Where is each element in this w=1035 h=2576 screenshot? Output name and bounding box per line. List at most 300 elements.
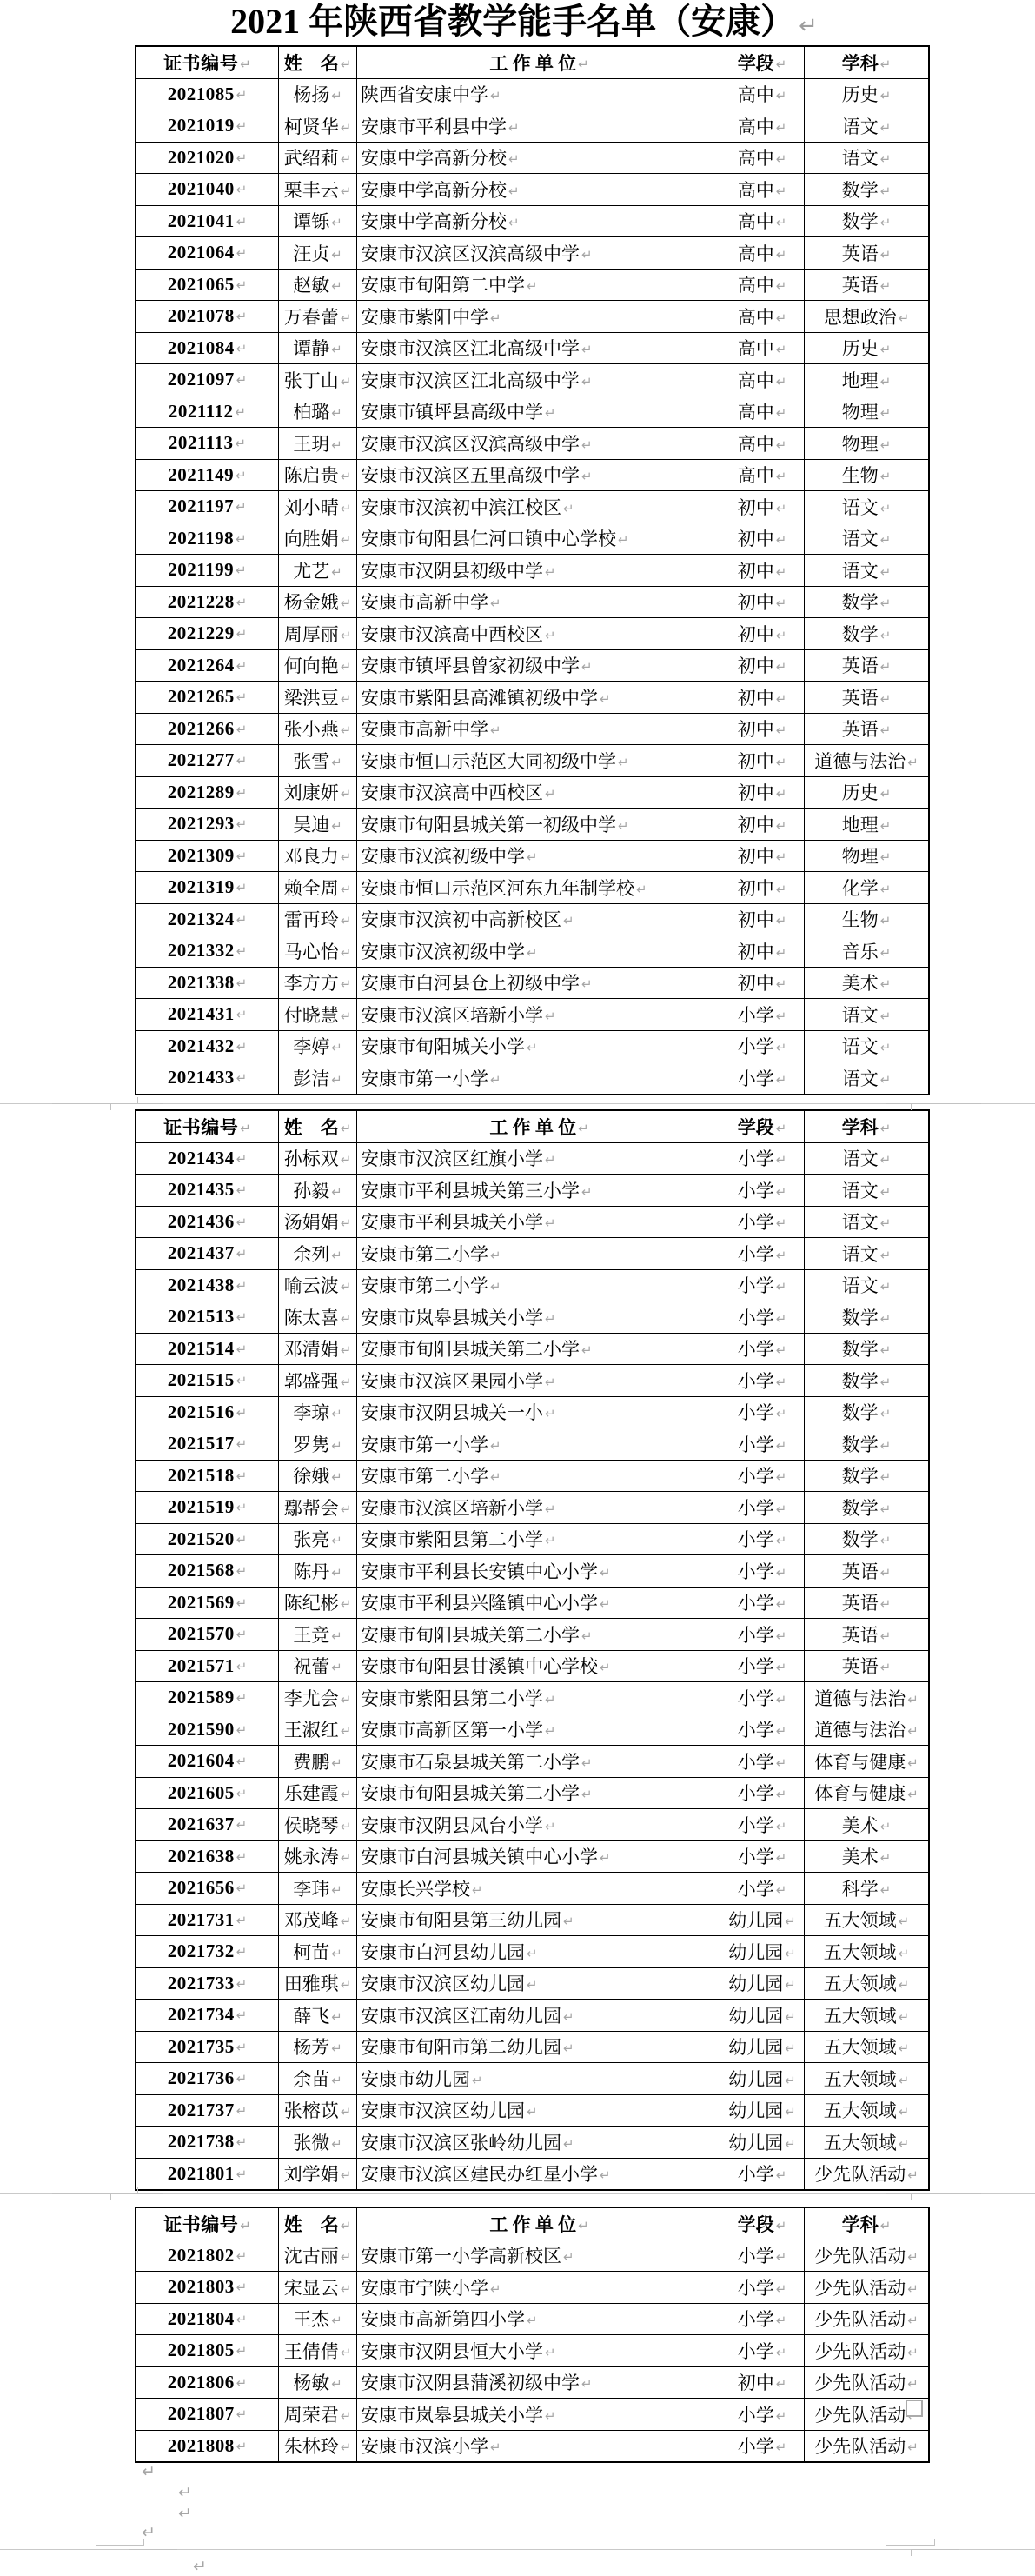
value-stage: 小学 — [737, 1036, 774, 1058]
value-subject: 数学 — [841, 1434, 879, 1455]
cell-work-unit — [357, 2063, 720, 2095]
cell-work-unit — [357, 2430, 720, 2462]
cell-subject — [805, 301, 930, 333]
value-stage: 初中 — [737, 782, 774, 804]
cell-end-mark: ↵ — [785, 1977, 796, 1994]
record-row — [136, 1619, 929, 1651]
cell-end-mark: ↵ — [236, 245, 248, 262]
cell-work-unit — [357, 1587, 720, 1619]
cell-subject — [805, 745, 930, 777]
cell-end-mark: ↵ — [879, 817, 892, 834]
value-subject: 语文 — [841, 560, 879, 582]
value-subject: 数学 — [841, 592, 879, 614]
roster-table-page-3 — [135, 2207, 930, 2463]
cell-end-mark: ↵ — [879, 405, 892, 422]
cell-cert-number — [136, 935, 279, 968]
value-subject: 五大领域 — [823, 2037, 897, 2059]
paragraph-mark: ↵ — [799, 13, 818, 39]
cell-subject — [805, 142, 930, 174]
cell-cert-number — [136, 2031, 279, 2063]
cell-end-mark: ↵ — [879, 1008, 892, 1024]
cell-end-mark: ↵ — [236, 1007, 248, 1023]
cell-work-unit — [357, 174, 720, 206]
cell-work-unit — [357, 2240, 720, 2272]
value-stage: 小学 — [737, 2309, 774, 2331]
value-cert-number: 2021801 — [167, 2162, 235, 2184]
value-work-unit: 安康市平利县城关第三小学 — [361, 1180, 580, 1201]
cell-end-mark: ↵ — [331, 1183, 342, 1200]
cell-subject — [805, 1365, 930, 1397]
value-name: 刘康妍 — [283, 782, 339, 804]
cell-end-mark: ↵ — [879, 1374, 892, 1390]
cell-stage — [720, 618, 805, 650]
value-work-unit: 安康市旬阳市第二幼儿园 — [361, 2037, 561, 2059]
cell-name — [279, 1062, 357, 1095]
roster-table-page-2 — [135, 1109, 930, 2191]
header-label-stage: 学段 — [737, 52, 774, 74]
value-subject: 数学 — [841, 179, 879, 201]
cell-end-mark: ↵ — [340, 1008, 352, 1024]
header-label-cert-number: 证书编号 — [163, 52, 239, 74]
cell-end-mark: ↵ — [581, 373, 593, 389]
cell-end-mark: ↵ — [775, 2313, 787, 2329]
cell-stage — [720, 1206, 805, 1238]
anchor-square — [906, 2400, 923, 2417]
cell-name — [279, 1365, 357, 1397]
cell-end-mark: ↵ — [235, 403, 247, 420]
cell-end-mark: ↵ — [563, 913, 574, 929]
cell-end-mark: ↵ — [236, 2406, 248, 2423]
cell-end-mark: ↵ — [331, 1564, 342, 1581]
cell-end-mark: ↵ — [879, 1342, 892, 1359]
cell-end-mark: ↵ — [563, 2008, 574, 2025]
cell-end-mark: ↵ — [775, 342, 787, 358]
cell-end-mark: ↵ — [907, 2376, 919, 2393]
cell-name — [279, 1904, 357, 1936]
cell-end-mark: ↵ — [775, 881, 787, 897]
cell-cert-number — [136, 1746, 279, 1778]
cell-end-mark: ↵ — [600, 1660, 611, 1676]
cell-end-mark: ↵ — [775, 1501, 787, 1517]
cell-stage — [720, 2272, 805, 2304]
value-name: 陈丹 — [293, 1561, 330, 1582]
record-row — [136, 2366, 929, 2399]
value-name: 雷再玲 — [283, 909, 339, 931]
cell-end-mark: ↵ — [331, 1533, 342, 1549]
record-row — [136, 555, 929, 587]
cell-work-unit — [357, 301, 720, 333]
cell-stage — [720, 78, 805, 110]
cell-name — [279, 999, 357, 1031]
value-cert-number: 2021065 — [167, 273, 235, 295]
cell-stage — [720, 809, 805, 841]
cell-end-mark: ↵ — [581, 246, 593, 263]
value-work-unit: 安康市汉滨初级中学 — [361, 941, 525, 962]
cell-end-mark: ↵ — [775, 722, 787, 739]
cell-stage — [720, 649, 805, 682]
value-cert-number: 2021804 — [167, 2307, 235, 2329]
cell-end-mark: ↵ — [527, 2104, 538, 2120]
value-work-unit: 安康市汉阴县恒大小学 — [361, 2340, 543, 2362]
value-cert-number: 2021097 — [167, 369, 235, 390]
record-row — [136, 1301, 929, 1334]
cell-end-mark: ↵ — [331, 1437, 342, 1454]
record-row — [136, 1682, 929, 1714]
cell-subject — [805, 1238, 930, 1270]
cell-work-unit — [357, 396, 720, 428]
record-row — [136, 1396, 929, 1428]
value-subject: 道德与法治 — [814, 750, 906, 772]
cell-end-mark: ↵ — [775, 2376, 787, 2393]
cell-end-mark: ↵ — [907, 1691, 919, 1707]
cell-subject — [805, 491, 930, 523]
cell-stage — [720, 1460, 805, 1492]
record-row — [136, 174, 929, 206]
cell-name — [279, 1492, 357, 1524]
value-name: 朱林玲 — [283, 2436, 339, 2458]
value-subject: 体育与健康 — [814, 1751, 906, 1773]
record-row — [136, 396, 929, 428]
value-stage: 高中 — [737, 306, 774, 328]
cell-end-mark: ↵ — [785, 1914, 796, 1930]
value-work-unit: 安康市旬阳县第三幼儿园 — [361, 1910, 561, 1932]
record-row — [136, 1587, 929, 1619]
value-cert-number: 2021113 — [168, 432, 234, 454]
value-subject: 美术 — [841, 1814, 879, 1836]
cell-end-mark: ↵ — [775, 849, 787, 866]
cell-name — [279, 1142, 357, 1175]
cell-subject — [805, 2127, 930, 2159]
cell-end-mark: ↵ — [236, 2039, 248, 2055]
cell-cert-number — [136, 2000, 279, 2032]
record-row — [136, 1142, 929, 1175]
cell-stage — [720, 1714, 805, 1746]
cell-end-mark: ↵ — [879, 1120, 892, 1136]
value-name: 刘小晴 — [283, 496, 339, 518]
cell-end-mark: ↵ — [236, 1944, 248, 1960]
cell-name — [279, 428, 357, 460]
record-row — [136, 1175, 929, 1207]
cell-cert-number — [136, 1396, 279, 1428]
cell-end-mark: ↵ — [775, 1533, 787, 1549]
cell-stage — [720, 1269, 805, 1301]
value-stage: 高中 — [737, 243, 774, 264]
cell-end-mark: ↵ — [775, 1691, 787, 1707]
cell-subject — [805, 1428, 930, 1461]
cell-subject — [805, 1030, 930, 1062]
cell-end-mark: ↵ — [236, 2102, 248, 2119]
cell-end-mark: ↵ — [490, 310, 501, 326]
cell-work-unit — [357, 1333, 720, 1365]
cell-subject — [805, 2366, 930, 2399]
cell-end-mark: ↵ — [545, 786, 556, 802]
value-cert-number: 2021277 — [167, 749, 235, 771]
value-stage: 初中 — [737, 814, 774, 835]
value-work-unit: 安康市汉滨区江南幼儿园 — [361, 2005, 561, 2027]
cell-subject — [805, 1333, 930, 1365]
cell-name — [279, 523, 357, 555]
cell-name — [279, 1301, 357, 1334]
value-stage: 高中 — [737, 179, 774, 201]
value-name: 张小燕 — [283, 719, 339, 741]
record-row — [136, 269, 929, 301]
record-row — [136, 682, 929, 714]
value-stage: 高中 — [737, 84, 774, 106]
record-row — [136, 2303, 929, 2335]
cell-end-mark: ↵ — [331, 405, 342, 422]
cell-end-mark: ↵ — [527, 1945, 538, 1961]
cell-work-unit — [357, 649, 720, 682]
value-cert-number: 2021518 — [167, 1464, 235, 1486]
cell-subject — [805, 618, 930, 650]
value-subject: 物理 — [841, 433, 879, 455]
cell-end-mark: ↵ — [340, 596, 352, 612]
cell-end-mark: ↵ — [775, 1787, 787, 1803]
value-name: 喻云波 — [283, 1275, 339, 1297]
value-subject: 少先队活动 — [814, 2277, 906, 2299]
cell-cert-number — [136, 1777, 279, 1809]
value-subject: 少先队活动 — [814, 2309, 906, 2331]
cell-end-mark: ↵ — [545, 627, 556, 643]
value-work-unit: 安康市镇坪县高级中学 — [361, 402, 543, 423]
value-subject: 英语 — [841, 687, 879, 709]
value-subject: 语文 — [841, 1180, 879, 1201]
cell-stage — [720, 1967, 805, 2000]
cell-name — [279, 872, 357, 904]
cell-cert-number — [136, 1587, 279, 1619]
header-label-subject: 学科 — [841, 2213, 879, 2235]
cell-subject — [805, 459, 930, 491]
value-cert-number: 2021589 — [167, 1687, 235, 1708]
cell-name — [279, 713, 357, 745]
cell-work-unit — [357, 1142, 720, 1175]
value-subject: 少先队活动 — [814, 2246, 906, 2267]
value-stage: 初中 — [737, 973, 774, 995]
cell-name — [279, 745, 357, 777]
record-row — [136, 840, 929, 872]
cell-name — [279, 269, 357, 301]
cell-end-mark: ↵ — [545, 1374, 556, 1390]
page-corner-mark — [911, 2193, 981, 2200]
value-work-unit: 安康市汉滨区汉滨高级中学 — [361, 243, 580, 264]
value-work-unit: 安康长兴学校 — [361, 1878, 470, 1900]
cell-end-mark: ↵ — [879, 1564, 892, 1581]
cell-subject — [805, 1301, 930, 1334]
value-work-unit: 安康市恒口示范区大同初级中学 — [361, 750, 616, 772]
value-cert-number: 2021040 — [167, 178, 235, 200]
record-row — [136, 2272, 929, 2304]
value-stage: 小学 — [737, 1751, 774, 1773]
value-cert-number: 2021266 — [167, 717, 235, 739]
cell-end-mark: ↵ — [785, 2135, 796, 2152]
value-stage: 高中 — [737, 211, 774, 233]
cell-stage — [720, 1396, 805, 1428]
cell-work-unit — [357, 428, 720, 460]
value-work-unit: 安康市白河县城关镇中心小学 — [361, 1847, 598, 1868]
cell-end-mark: ↵ — [563, 2249, 574, 2266]
cell-end-mark: ↵ — [775, 2344, 787, 2360]
cell-stage — [720, 1936, 805, 1968]
value-stage: 小学 — [737, 2340, 774, 2362]
value-stage: 幼儿园 — [728, 1974, 784, 1995]
cell-name — [279, 935, 357, 968]
cell-end-mark: ↵ — [775, 1437, 787, 1454]
cell-end-mark: ↵ — [898, 1914, 910, 1930]
cell-stage — [720, 1062, 805, 1095]
cell-end-mark: ↵ — [578, 1120, 589, 1136]
cell-end-mark: ↵ — [898, 1945, 910, 1961]
cell-end-mark: ↵ — [879, 532, 892, 549]
cell-subject — [805, 174, 930, 206]
value-name: 陈纪彬 — [283, 1593, 339, 1614]
cell-name — [279, 1650, 357, 1682]
cell-stage — [720, 1682, 805, 1714]
cell-end-mark: ↵ — [527, 2313, 538, 2329]
value-cert-number: 2021519 — [167, 1496, 235, 1518]
value-stage: 小学 — [737, 1148, 774, 1170]
cell-end-mark: ↵ — [236, 530, 247, 547]
value-subject: 道德与法治 — [814, 1720, 906, 1741]
cell-end-mark: ↵ — [898, 1977, 910, 1994]
cell-stage — [720, 1333, 805, 1365]
cell-stage — [720, 682, 805, 714]
cell-subject — [805, 1619, 930, 1651]
cell-subject — [805, 1587, 930, 1619]
value-subject: 英语 — [841, 243, 879, 264]
cell-name — [279, 1460, 357, 1492]
value-name: 徐娥 — [293, 1466, 330, 1488]
cell-end-mark: ↵ — [340, 913, 352, 929]
cell-stage — [720, 1873, 805, 1905]
cell-end-mark: ↵ — [775, 1040, 787, 1056]
value-cert-number: 2021802 — [167, 2244, 235, 2266]
cell-end-mark: ↵ — [581, 976, 593, 993]
header-cell-stage — [720, 46, 805, 78]
cell-end-mark: ↵ — [775, 2217, 787, 2233]
value-cert-number: 2021805 — [167, 2340, 235, 2361]
header-label-name: 姓 名 — [283, 1116, 339, 1138]
cell-cert-number — [136, 967, 279, 999]
value-stage: 高中 — [737, 275, 774, 296]
cell-end-mark: ↵ — [785, 2072, 796, 2088]
value-stage: 幼儿园 — [728, 2132, 784, 2153]
cell-name — [279, 1587, 357, 1619]
value-subject: 五大领域 — [823, 2100, 897, 2122]
value-subject: 语文 — [841, 148, 879, 170]
value-name: 杨敏 — [293, 2373, 330, 2394]
cell-stage — [720, 1523, 805, 1555]
cell-work-unit — [357, 1030, 720, 1062]
cell-end-mark: ↵ — [879, 1501, 892, 1517]
value-cert-number: 2021265 — [167, 686, 235, 708]
value-stage: 小学 — [737, 1656, 774, 1678]
table-header-row — [136, 46, 929, 78]
cell-stage — [720, 237, 805, 270]
cell-work-unit — [357, 269, 720, 301]
cell-end-mark: ↵ — [508, 151, 520, 168]
cell-end-mark: ↵ — [340, 1374, 352, 1390]
value-name: 田雅琪 — [283, 1974, 339, 1995]
cell-work-unit — [357, 1238, 720, 1270]
cell-end-mark: ↵ — [340, 1342, 352, 1359]
cell-end-mark: ↵ — [331, 1881, 342, 1898]
value-work-unit: 安康市第二小学 — [361, 1243, 488, 1265]
cell-cert-number — [136, 618, 279, 650]
cell-end-mark: ↵ — [775, 754, 787, 770]
record-row — [136, 1777, 929, 1809]
cell-name — [279, 2094, 357, 2127]
cell-end-mark: ↵ — [879, 1279, 892, 1295]
cell-stage — [720, 428, 805, 460]
value-name: 张微 — [293, 2132, 330, 2153]
record-row — [136, 142, 929, 174]
cell-work-unit — [357, 1269, 720, 1301]
cell-name — [279, 237, 357, 270]
value-cert-number: 2021433 — [167, 1067, 235, 1088]
cell-name — [279, 809, 357, 841]
value-stage: 小学 — [737, 1370, 774, 1392]
value-cert-number: 2021199 — [168, 559, 235, 581]
value-stage: 小学 — [737, 1180, 774, 1201]
value-name: 李婷 — [293, 1036, 330, 1058]
cell-subject — [805, 903, 930, 935]
value-stage: 小学 — [737, 1307, 774, 1328]
cell-end-mark: ↵ — [545, 405, 556, 422]
value-name: 李尤会 — [283, 1687, 339, 1709]
cell-end-mark: ↵ — [236, 943, 248, 960]
cell-name — [279, 174, 357, 206]
value-name: 薛飞 — [293, 2005, 330, 2027]
value-subject: 科学 — [841, 1878, 879, 1900]
cell-subject — [805, 332, 930, 364]
value-work-unit: 安康市汉滨区江北高级中学 — [361, 338, 580, 360]
cell-end-mark: ↵ — [775, 56, 787, 72]
cell-end-mark: ↵ — [236, 1373, 248, 1389]
header-cell-name — [279, 1110, 357, 1142]
value-stage: 小学 — [737, 1466, 774, 1488]
cell-stage — [720, 523, 805, 555]
cell-end-mark: ↵ — [331, 2072, 342, 2088]
record-row — [136, 428, 929, 460]
cell-end-mark: ↵ — [331, 1040, 342, 1056]
cell-end-mark: ↵ — [331, 88, 342, 104]
value-subject: 音乐 — [841, 941, 879, 962]
value-name: 武绍莉 — [283, 148, 339, 170]
value-cert-number: 2021808 — [167, 2434, 235, 2456]
cell-work-unit — [357, 618, 720, 650]
cell-end-mark: ↵ — [527, 1040, 538, 1056]
value-stage: 小学 — [737, 2404, 774, 2426]
cell-cert-number — [136, 174, 279, 206]
cell-cert-number — [136, 1523, 279, 1555]
value-stage: 初中 — [737, 846, 774, 868]
cell-end-mark: ↵ — [600, 690, 611, 707]
cell-end-mark: ↵ — [775, 1120, 787, 1136]
cell-end-mark: ↵ — [236, 2280, 248, 2296]
value-work-unit: 安康市旬阳城关小学 — [361, 1036, 525, 1058]
value-cert-number: 2021293 — [167, 813, 235, 835]
cell-end-mark: ↵ — [331, 2040, 342, 2057]
record-row — [136, 967, 929, 999]
value-stage: 初中 — [737, 687, 774, 709]
cell-end-mark: ↵ — [340, 690, 352, 707]
cell-end-mark: ↵ — [907, 2313, 919, 2329]
cell-cert-number — [136, 1619, 279, 1651]
header-label-work-unit: 工 作 单 位 — [489, 1116, 577, 1138]
record-row — [136, 1904, 929, 1936]
cell-end-mark: ↵ — [545, 1501, 556, 1517]
header-label-name: 姓 名 — [283, 2213, 339, 2235]
